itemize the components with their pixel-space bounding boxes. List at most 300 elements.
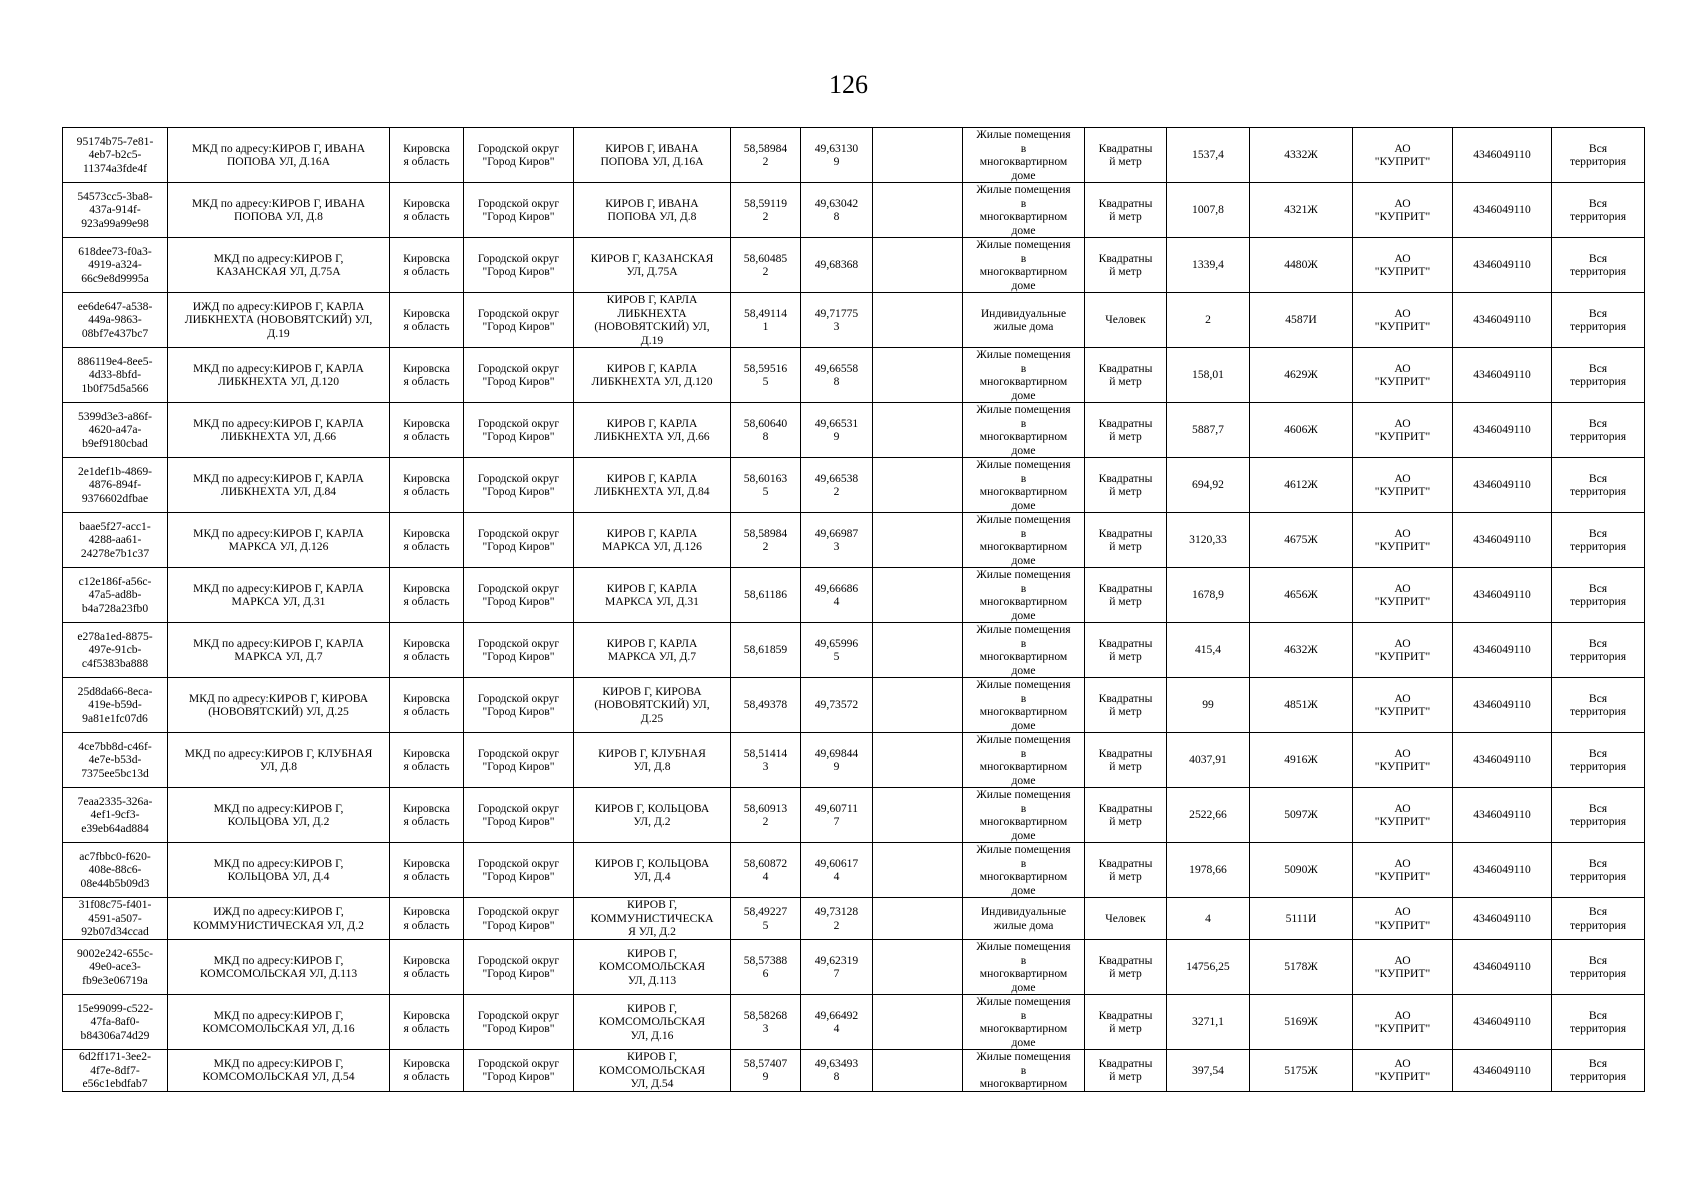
inn-text: 4346049110 — [1473, 313, 1531, 327]
cell-organization — [1353, 403, 1453, 458]
latitude-line: 4 — [762, 870, 769, 883]
cell-municipality — [464, 678, 574, 733]
territory-line: Вся — [1588, 251, 1608, 265]
region-line: Кировска — [403, 746, 450, 760]
object-type-line: Жилые помещения — [976, 183, 1071, 196]
object-id-line: 08e44b5b09d3 — [80, 876, 150, 890]
address-line: ЛИБКНЕХТА УЛ, Д.120 — [591, 375, 713, 388]
longitude-line: 49,69844 — [814, 746, 859, 760]
cell-unit — [1085, 733, 1167, 788]
cell-object-id — [63, 238, 168, 293]
cell-quantity — [1167, 940, 1250, 995]
cell-longitude — [801, 458, 873, 513]
cell-unit — [1085, 293, 1167, 348]
region-line: Кировска — [403, 801, 450, 815]
object-name-line: ПОПОВА УЛ, Д.8 — [234, 210, 323, 223]
object-type-line: в — [1020, 416, 1027, 430]
cell-latitude — [731, 238, 801, 293]
object-type-line: в — [1020, 746, 1027, 760]
cell-address — [574, 843, 731, 898]
cell-code — [1250, 128, 1353, 183]
cell-object-type — [963, 128, 1085, 183]
cell-region — [390, 995, 464, 1050]
region-line: Кировска — [403, 196, 450, 210]
object-type-line: доме — [1011, 608, 1036, 622]
object-name-line: КОМСОМОЛЬСКАЯ УЛ, Д.54 — [202, 1070, 355, 1084]
unit-line: й метр — [1109, 265, 1142, 278]
object-type-line: в — [1020, 1063, 1027, 1077]
object-id-line: 4d33-8bfd- — [88, 368, 142, 382]
region-line: Кировска — [403, 471, 450, 485]
region-line: я область — [403, 430, 450, 443]
cell-object-name — [168, 733, 390, 788]
object-type-line: многоквартирном — [979, 967, 1068, 980]
quantity-text: 2 — [1205, 313, 1211, 327]
cell-organization — [1353, 128, 1453, 183]
municipality-line: "Город Киров" — [482, 705, 555, 718]
object-type-line: в — [1020, 196, 1027, 210]
quantity-text: 4 — [1205, 911, 1211, 925]
cell-latitude — [731, 293, 801, 348]
object-type-line: доме — [1011, 223, 1036, 237]
table-row — [63, 348, 1645, 403]
cell-quantity — [1167, 678, 1250, 733]
cell-unit — [1085, 238, 1167, 293]
organization-line: "КУПРИТ" — [1374, 320, 1431, 333]
object-type-line: многоквартирном — [979, 265, 1068, 278]
cell-longitude — [801, 623, 873, 678]
territory-line: Вся — [1588, 905, 1608, 918]
cell-quantity — [1167, 898, 1250, 940]
inn-text: 4346049110 — [1473, 203, 1531, 217]
quantity-text: 158,01 — [1192, 368, 1224, 382]
cell-region — [390, 733, 464, 788]
object-name-line: МКД по адресу:КИРОВ Г, — [213, 953, 344, 967]
organization-line: "КУПРИТ" — [1374, 650, 1431, 663]
longitude-line: 8 — [833, 210, 840, 223]
longitude-line: 49,73572 — [814, 698, 859, 712]
code-text: 5090Ж — [1284, 863, 1318, 877]
object-name-line: ИЖД по адресу:КИРОВ Г, КАРЛА — [192, 299, 365, 313]
cell-organization — [1353, 568, 1453, 623]
cell-unit — [1085, 995, 1167, 1050]
object-id-line: 4f7e-8df7- — [90, 1063, 140, 1077]
cell-territory — [1552, 183, 1645, 238]
organization-line: АО — [1394, 416, 1411, 430]
object-name-line: Д.19 — [267, 326, 290, 340]
cell-municipality — [464, 898, 574, 940]
object-id-line: 2e1def1b-4869- — [77, 464, 153, 478]
cell-latitude — [731, 513, 801, 568]
cell-object-id — [63, 183, 168, 238]
municipality-line: "Город Киров" — [482, 485, 555, 498]
cell-object-type — [963, 183, 1085, 238]
longitude-line: 9 — [833, 430, 840, 443]
object-id-line: c4f5383ba888 — [81, 656, 149, 670]
cell-empty — [873, 1050, 963, 1092]
object-id-line: e278a1ed-8875- — [77, 629, 153, 643]
territory-line: территория — [1569, 595, 1627, 608]
organization-line: АО — [1394, 526, 1411, 540]
object-type-line: в — [1020, 581, 1027, 595]
cell-object-name — [168, 1050, 390, 1092]
object-type-line: доме — [1011, 828, 1036, 842]
cell-municipality — [464, 940, 574, 995]
unit-line: й метр — [1109, 210, 1142, 223]
address-line: ПОПОВА УЛ, Д.8 — [607, 210, 697, 223]
object-name-line: МКД по адресу:КИРОВ Г, — [213, 251, 344, 265]
address-line: КИРОВ Г, КАРЛА — [606, 416, 698, 430]
organization-line: АО — [1394, 801, 1411, 815]
address-line: ЛИБКНЕХТА УЛ, Д.66 — [594, 430, 710, 443]
code-text: 4675Ж — [1284, 533, 1318, 547]
inn-text: 4346049110 — [1473, 698, 1531, 712]
municipality-line: "Город Киров" — [482, 967, 555, 980]
cell-organization — [1353, 733, 1453, 788]
territory-line: территория — [1569, 540, 1627, 553]
object-id-line: 9002e242-655c- — [77, 946, 153, 960]
object-id-line: 24278e7b1c37 — [80, 546, 150, 560]
cell-quantity — [1167, 1050, 1250, 1092]
object-type-line: доме — [1011, 663, 1036, 677]
cell-code — [1250, 183, 1353, 238]
territory-line: территория — [1569, 815, 1627, 828]
longitude-line: 49,66987 — [814, 526, 859, 540]
cell-longitude — [801, 898, 873, 940]
object-type-line: Жилые помещения — [976, 733, 1071, 746]
cell-object-id — [63, 623, 168, 678]
table-row — [63, 293, 1645, 348]
cell-region — [390, 568, 464, 623]
code-text: 4916Ж — [1284, 753, 1318, 767]
longitude-line: 7 — [833, 815, 840, 828]
longitude-line: 49,63042 — [814, 196, 859, 210]
quantity-text: 14756,25 — [1186, 960, 1230, 974]
territory-line: Вся — [1588, 416, 1608, 430]
cell-organization — [1353, 898, 1453, 940]
cell-unit — [1085, 568, 1167, 623]
cell-longitude — [801, 238, 873, 293]
cell-object-type — [963, 995, 1085, 1050]
code-text: 5178Ж — [1284, 960, 1318, 974]
address-line: КИРОВ Г, КАРЛА — [606, 526, 698, 540]
object-name-line: МКД по адресу:КИРОВ Г, КАРЛА — [193, 636, 364, 650]
inn-text: 4346049110 — [1473, 753, 1531, 767]
object-type-line: многоквартирном — [979, 1022, 1068, 1035]
address-line: КИРОВ Г, КАЗАНСКАЯ — [590, 251, 714, 265]
object-name-line: МКД по адресу:КИРОВ Г, КАРЛА — [193, 581, 364, 595]
cell-object-name — [168, 128, 390, 183]
cell-object-id — [63, 843, 168, 898]
municipality-line: "Город Киров" — [482, 375, 555, 388]
latitude-line: 2 — [762, 210, 769, 223]
territory-line: Вся — [1588, 141, 1608, 155]
cell-object-id — [63, 1050, 168, 1092]
object-type-line: доме — [1011, 278, 1036, 292]
cell-object-name — [168, 678, 390, 733]
cell-territory — [1552, 568, 1645, 623]
cell-territory — [1552, 348, 1645, 403]
cell-longitude — [801, 403, 873, 458]
cell-quantity — [1167, 843, 1250, 898]
address-line: УЛ, Д.16 — [630, 1028, 674, 1042]
cell-organization — [1353, 348, 1453, 403]
cell-object-type — [963, 623, 1085, 678]
object-name-line: (НОВОВЯТСКИЙ) УЛ, Д.25 — [208, 705, 349, 718]
inn-text: 4346049110 — [1473, 911, 1531, 925]
longitude-line: 3 — [833, 540, 840, 553]
longitude-line: 49,66558 — [814, 361, 859, 375]
object-id-line: 25d8da66-8eca- — [77, 684, 153, 698]
cell-address — [574, 568, 731, 623]
cell-municipality — [464, 458, 574, 513]
cell-territory — [1552, 513, 1645, 568]
cell-object-id — [63, 678, 168, 733]
region-line: я область — [403, 760, 450, 773]
cell-code — [1250, 733, 1353, 788]
region-line: я область — [403, 918, 450, 932]
cell-address — [574, 1050, 731, 1092]
cell-organization — [1353, 843, 1453, 898]
object-id-line: 4591-a507- — [88, 911, 142, 925]
unit-line: Человек — [1105, 911, 1146, 925]
address-line: КИРОВ Г, ИВАНА — [605, 141, 699, 155]
territory-line: Вся — [1588, 691, 1608, 705]
longitude-line: 9 — [833, 155, 840, 168]
municipality-line: Городской округ — [477, 526, 560, 540]
unit-line: Квадратны — [1098, 361, 1153, 375]
object-type-line: Индивидуальные — [980, 905, 1067, 918]
cell-quantity — [1167, 733, 1250, 788]
object-type-line: доме — [1011, 718, 1036, 732]
object-type-line: Жилые помещения — [976, 128, 1071, 141]
longitude-line: 49,65996 — [814, 636, 859, 650]
object-id-line: 4876-894f- — [88, 478, 142, 492]
cell-latitude — [731, 403, 801, 458]
municipality-line: "Город Киров" — [482, 870, 555, 883]
quantity-text: 1978,66 — [1189, 863, 1227, 877]
cell-object-name — [168, 348, 390, 403]
object-id-line: 9a81e1fc07d6 — [82, 711, 148, 725]
object-type-line: доме — [1011, 773, 1036, 787]
cell-municipality — [464, 128, 574, 183]
unit-line: Квадратны — [1098, 1008, 1153, 1022]
inn-text: 4346049110 — [1473, 423, 1531, 437]
code-text: 5097Ж — [1284, 808, 1318, 822]
object-type-line: доме — [1011, 1035, 1036, 1049]
municipality-line: Городской округ — [477, 953, 560, 967]
longitude-line: 3 — [833, 320, 840, 333]
cell-object-id — [63, 293, 168, 348]
object-name-line: КОМСОМОЛЬСКАЯ УЛ, Д.113 — [199, 967, 358, 980]
object-name-line: ЛИБКНЕХТА УЛ, Д.66 — [220, 430, 337, 443]
cell-longitude — [801, 293, 873, 348]
cell-longitude — [801, 568, 873, 623]
region-line: Кировска — [403, 251, 450, 265]
organization-line: "КУПРИТ" — [1374, 815, 1431, 828]
object-id-line: 408e-88c6- — [88, 863, 142, 877]
cell-organization — [1353, 788, 1453, 843]
cell-quantity — [1167, 128, 1250, 183]
object-type-line: Жилые помещения — [976, 513, 1071, 526]
quantity-text: 4037,91 — [1189, 753, 1227, 767]
organization-line: "КУПРИТ" — [1374, 485, 1431, 498]
municipality-line: Городской округ — [477, 581, 560, 595]
object-id-line: c12e186f-a56c- — [78, 574, 152, 588]
object-name-line: КАЗАНСКАЯ УЛ, Д.75А — [216, 265, 341, 278]
organization-line: АО — [1394, 1008, 1411, 1022]
latitude-line: 58,60872 — [743, 856, 788, 870]
cell-inn — [1453, 238, 1552, 293]
object-id-line: 92b07d34ccad — [81, 925, 149, 939]
address-line: КИРОВ Г, КОЛЬЦОВА — [594, 801, 710, 815]
object-id-line: e39eb64ad884 — [81, 821, 149, 835]
object-type-line: многоквартирном — [979, 650, 1068, 663]
unit-line: й метр — [1109, 650, 1142, 663]
cell-territory — [1552, 940, 1645, 995]
region-line: Кировска — [403, 1008, 450, 1022]
object-id-line: 49e0-ace3- — [89, 960, 141, 974]
municipality-line: "Город Киров" — [482, 815, 555, 828]
object-name-line: МКД по адресу:КИРОВ Г, — [213, 1056, 344, 1070]
cell-empty — [873, 623, 963, 678]
object-type-line: доме — [1011, 498, 1036, 512]
cell-organization — [1353, 238, 1453, 293]
address-line: УЛ, Д.2 — [633, 815, 671, 828]
object-type-line: многоквартирном — [979, 540, 1068, 553]
cell-territory — [1552, 128, 1645, 183]
cell-latitude — [731, 183, 801, 238]
longitude-line: 5 — [833, 650, 840, 663]
municipality-line: "Город Киров" — [482, 320, 555, 333]
code-text: 5111И — [1285, 911, 1317, 925]
cell-empty — [873, 403, 963, 458]
code-text: 5169Ж — [1284, 1015, 1318, 1029]
organization-line: АО — [1394, 905, 1411, 918]
object-type-line: многоквартирном — [979, 155, 1068, 168]
cell-territory — [1552, 678, 1645, 733]
cell-empty — [873, 568, 963, 623]
object-id-line: 923a99a99e98 — [81, 216, 149, 230]
cell-region — [390, 623, 464, 678]
code-text: 4851Ж — [1284, 698, 1318, 712]
object-type-line: в — [1020, 526, 1027, 540]
territory-line: Вся — [1588, 746, 1608, 760]
object-name-line: КОММУНИСТИЧЕСКАЯ УЛ, Д.2 — [193, 918, 364, 932]
cell-code — [1250, 513, 1353, 568]
cell-municipality — [464, 788, 574, 843]
municipality-line: Городской округ — [477, 636, 560, 650]
address-line: (НОВОВЯТСКИЙ) УЛ, — [594, 320, 710, 333]
territory-line: Вся — [1588, 953, 1608, 967]
latitude-line: 58,58268 — [743, 1008, 788, 1022]
unit-line: й метр — [1109, 870, 1142, 883]
cell-empty — [873, 940, 963, 995]
cell-longitude — [801, 513, 873, 568]
cell-address — [574, 238, 731, 293]
territory-line: территория — [1569, 210, 1627, 223]
object-name-line: МКД по адресу:КИРОВ Г, КАРЛА — [193, 471, 364, 485]
cell-address — [574, 403, 731, 458]
cell-empty — [873, 843, 963, 898]
address-line: ПОПОВА УЛ, Д.16А — [600, 155, 704, 168]
object-type-line: в — [1020, 636, 1027, 650]
cell-address — [574, 128, 731, 183]
object-type-line: многоквартирном — [979, 1077, 1068, 1090]
territory-line: территория — [1569, 870, 1627, 883]
cell-unit — [1085, 678, 1167, 733]
latitude-line: 8 — [762, 430, 769, 443]
cell-inn — [1453, 403, 1552, 458]
territory-line: территория — [1569, 155, 1627, 168]
cell-territory — [1552, 843, 1645, 898]
territory-line: территория — [1569, 760, 1627, 773]
region-line: я область — [403, 155, 450, 168]
address-line: МАРКСА УЛ, Д.126 — [602, 540, 702, 553]
cell-unit — [1085, 788, 1167, 843]
cell-object-id — [63, 995, 168, 1050]
object-type-line: многоквартирном — [979, 870, 1068, 883]
region-line: Кировска — [403, 361, 450, 375]
object-type-line: в — [1020, 361, 1027, 375]
object-name-line: МКД по адресу:КИРОВ Г, КАРЛА — [193, 526, 364, 540]
longitude-line: 4 — [833, 870, 840, 883]
latitude-line: 58,60640 — [743, 416, 788, 430]
table-row — [63, 733, 1645, 788]
object-name-line: УЛ, Д.8 — [259, 760, 298, 773]
organization-line: АО — [1394, 196, 1411, 210]
cell-municipality — [464, 403, 574, 458]
table-row — [63, 238, 1645, 293]
cell-unit — [1085, 843, 1167, 898]
latitude-line: 58,49227 — [743, 905, 788, 918]
cell-address — [574, 458, 731, 513]
cell-object-type — [963, 733, 1085, 788]
object-id-line: b84306a74d29 — [80, 1028, 150, 1042]
cell-territory — [1552, 238, 1645, 293]
region-line: я область — [403, 650, 450, 663]
code-text: 4606Ж — [1284, 423, 1318, 437]
territory-line: Вся — [1588, 1008, 1608, 1022]
cell-code — [1250, 293, 1353, 348]
cell-quantity — [1167, 788, 1250, 843]
quantity-text: 1537,4 — [1192, 148, 1224, 162]
object-type-line: многоквартирном — [979, 595, 1068, 608]
region-line: я область — [403, 815, 450, 828]
latitude-line: 2 — [762, 815, 769, 828]
cell-object-id — [63, 788, 168, 843]
inn-text: 4346049110 — [1473, 808, 1531, 822]
latitude-line: 58,57388 — [743, 953, 788, 967]
cell-inn — [1453, 348, 1552, 403]
object-type-line: многоквартирном — [979, 430, 1068, 443]
organization-line: АО — [1394, 361, 1411, 375]
organization-line: "КУПРИТ" — [1374, 375, 1431, 388]
cell-inn — [1453, 183, 1552, 238]
cell-code — [1250, 1050, 1353, 1092]
municipality-line: "Город Киров" — [482, 595, 555, 608]
territory-line: территория — [1569, 1070, 1627, 1084]
cell-latitude — [731, 623, 801, 678]
object-id-line: fb9e3e06719a — [82, 973, 148, 987]
cell-territory — [1552, 623, 1645, 678]
region-line: я область — [403, 265, 450, 278]
inn-text: 4346049110 — [1473, 960, 1531, 974]
municipality-line: "Город Киров" — [482, 430, 555, 443]
region-line: я область — [403, 1070, 450, 1084]
object-type-line: доме — [1011, 443, 1036, 457]
organization-line: "КУПРИТ" — [1374, 265, 1431, 278]
